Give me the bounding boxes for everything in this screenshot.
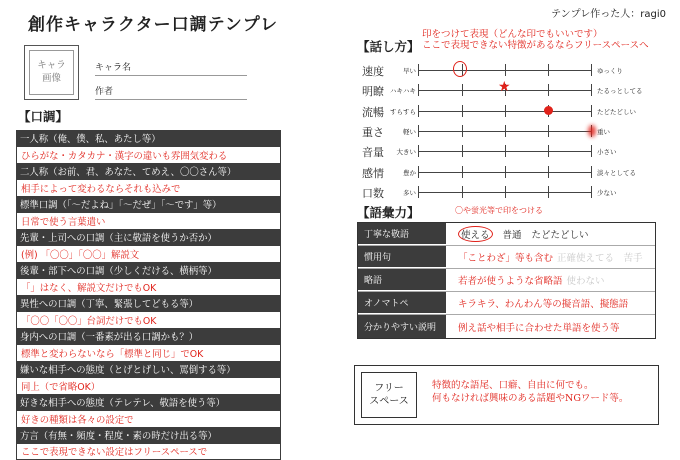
free-label-line1: フリー bbox=[374, 382, 404, 395]
vocab-faint-text: 使わない bbox=[567, 273, 605, 287]
blur-mark-icon bbox=[588, 125, 596, 137]
scale-right-label: 少ない bbox=[597, 188, 617, 197]
vocab-row bbox=[358, 223, 655, 246]
scale-right-label: 重い bbox=[597, 127, 610, 136]
scale-label: 音量 bbox=[362, 144, 384, 160]
creator-field[interactable] bbox=[95, 84, 247, 100]
vocab-answer[interactable] bbox=[446, 315, 655, 338]
vocab-answer[interactable] bbox=[446, 246, 655, 268]
vocab-row bbox=[358, 292, 655, 315]
kuchou-label: 好きな相手への態度（テレテレ、敬語を使う等） bbox=[16, 394, 281, 411]
kuchou-table bbox=[16, 130, 281, 460]
vocab-row bbox=[358, 269, 655, 292]
free-text-line1: 特徴的な語尾、口癖、自由に何でも。 bbox=[432, 381, 594, 392]
free-space-label bbox=[361, 372, 417, 418]
scale-track[interactable] bbox=[418, 125, 592, 137]
hanashikata-note-2: ここで表現できない特徴があるならフリースペースへ bbox=[422, 41, 649, 52]
character-image-placeholder bbox=[29, 50, 74, 95]
scale-label: 感情 bbox=[362, 165, 384, 181]
avatar-label-line2: 画像 bbox=[42, 73, 61, 85]
vocab-answer-text: キラキラ、わんわん等の擬音語、擬態語 bbox=[458, 296, 628, 310]
scale-track[interactable] bbox=[418, 166, 592, 178]
kuchou-answer[interactable]: 標準と変わらないなら「標準と同じ」でOK bbox=[16, 345, 281, 362]
scale-left-label: ハキハキ bbox=[382, 86, 416, 95]
vocab-row bbox=[358, 315, 655, 338]
scale-left-label: 豊か bbox=[382, 168, 416, 177]
scale-track[interactable] bbox=[418, 145, 592, 157]
hanashikata-heading: 【話し方】 bbox=[357, 37, 420, 55]
vocab-answer[interactable] bbox=[446, 292, 655, 314]
scale-left-label: 大きい bbox=[382, 147, 416, 156]
kuchou-label: 標準口調（「〜だよね」「〜だぜ」「〜です」等） bbox=[16, 196, 281, 213]
kuchou-label: 先輩・上司への口調（主に敬語を使うか否か） bbox=[16, 229, 281, 246]
kuchou-answer[interactable]: 相手によって変わるならそれも込みで bbox=[16, 180, 281, 197]
kuchou-label: 異性への口調（丁寧、緊張してどもる等） bbox=[16, 295, 281, 312]
vocab-answer-text: 例え話や相手に合わせた単語を使う等 bbox=[458, 320, 620, 334]
character-image-box[interactable] bbox=[24, 45, 79, 100]
kuchou-answer[interactable]: 好きの種類は各々の設定で bbox=[16, 411, 281, 428]
kuchou-answer[interactable]: ここで表現できない設定はフリースペースで bbox=[16, 444, 281, 460]
scale-track[interactable] bbox=[418, 105, 592, 117]
creator-label: 作者 bbox=[95, 87, 113, 97]
goiryoku-heading: 【語彙力】 bbox=[357, 203, 420, 221]
vocab-label: 分かりやすい説明 bbox=[358, 315, 446, 338]
scale-left-label: 多い bbox=[382, 188, 416, 197]
kuchou-heading: 【口調】 bbox=[18, 107, 68, 125]
scale-right-label: 淡々としてる bbox=[597, 168, 636, 177]
vocab-answer[interactable] bbox=[446, 223, 655, 245]
scale-label: 明瞭 bbox=[362, 83, 384, 99]
kuchou-answer[interactable]: (例) 「〇〇」「〇〇」解説文 bbox=[16, 246, 281, 263]
scale-label: 口数 bbox=[362, 185, 384, 201]
character-name-label: キャラ名 bbox=[95, 63, 131, 73]
scale-right-label: たるっとしてる bbox=[597, 86, 643, 95]
scale-label: 流暢 bbox=[362, 104, 384, 120]
vocab-row bbox=[358, 246, 655, 269]
kuchou-answer[interactable]: ひらがな・カタカナ・漢字の違いも雰囲気変わる bbox=[16, 147, 281, 164]
kuchou-label: 方言（有無・頻度・程度・素の時だけ出る等） bbox=[16, 427, 281, 444]
vocab-option[interactable]: 使える bbox=[458, 226, 493, 242]
kuchou-answer[interactable]: 同上（で省略OK） bbox=[16, 378, 281, 395]
free-text-line2: 何もなければ興味のある話題やNGワード等。 bbox=[432, 394, 628, 405]
kuchou-answer[interactable]: 「」はなく、解説文だけでもOK bbox=[16, 279, 281, 296]
vocab-label: 丁寧な敬語 bbox=[358, 223, 446, 245]
free-label-line2: スペース bbox=[369, 395, 409, 408]
goiryoku-note: 〇や蛍光等で印をつける bbox=[455, 206, 543, 215]
character-name-field[interactable] bbox=[95, 60, 247, 76]
scale-right-label: ゆっくり bbox=[597, 66, 623, 75]
scale-right-label: たどたどしい bbox=[597, 107, 636, 116]
vocab-label: 略語 bbox=[358, 269, 446, 291]
avatar-label-line1: キャラ bbox=[37, 60, 66, 72]
scale-track[interactable] bbox=[418, 64, 592, 76]
vocab-answer-text: 若者が使うような省略語 bbox=[458, 273, 563, 287]
kuchou-label: 嫌いな相手への態度（とげとげしい、罵倒する等） bbox=[16, 361, 281, 378]
scale-track[interactable] bbox=[418, 186, 592, 198]
vocab-label: オノマトペ bbox=[358, 292, 446, 314]
scale-label: 重さ bbox=[362, 124, 384, 140]
author-credit: テンプレ作った人：ragi0 bbox=[551, 5, 666, 20]
vocab-faint-text: 正確使えてる 苦手 bbox=[557, 250, 643, 264]
hanashikata-note-1: 印をつけて表現（どんな印でもいいです） bbox=[422, 30, 603, 41]
vocab-option[interactable]: たどたどしい bbox=[532, 227, 589, 241]
vocab-label: 慣用句 bbox=[358, 246, 446, 268]
scale-left-label: 軽い bbox=[382, 127, 416, 136]
page-title: 創作キャラクター口調テンプレ bbox=[28, 10, 278, 35]
scale-left-label: すらすら bbox=[382, 107, 416, 116]
star-mark-icon: ★ bbox=[498, 80, 511, 94]
kuchou-answer[interactable]: 「〇〇「〇〇」台詞だけでもOK bbox=[16, 312, 281, 329]
kuchou-label: 一人称（俺、僕、私、あたし等） bbox=[16, 130, 281, 147]
free-space-box[interactable] bbox=[354, 365, 659, 425]
scale-right-label: 小さい bbox=[597, 147, 617, 156]
circle-mark-icon bbox=[453, 61, 467, 77]
scale-label: 速度 bbox=[362, 63, 384, 79]
kuchou-label: 身内への口調（一番素が出る口調かも？） bbox=[16, 328, 281, 345]
kuchou-label: 二人称（お前、君、あなた、てめえ、〇〇さん等） bbox=[16, 163, 281, 180]
vocab-option[interactable]: 普通 bbox=[503, 227, 522, 241]
kuchou-label: 後輩・部下への口調（少しくだける、横柄等） bbox=[16, 262, 281, 279]
vocab-answer[interactable] bbox=[446, 269, 655, 291]
kuchou-answer[interactable]: 日常で使う言葉遣い bbox=[16, 213, 281, 230]
vocab-answer-text: 「ことわざ」等も含む bbox=[458, 250, 553, 264]
vocab-table bbox=[357, 222, 656, 339]
scale-left-label: 早い bbox=[382, 66, 416, 75]
